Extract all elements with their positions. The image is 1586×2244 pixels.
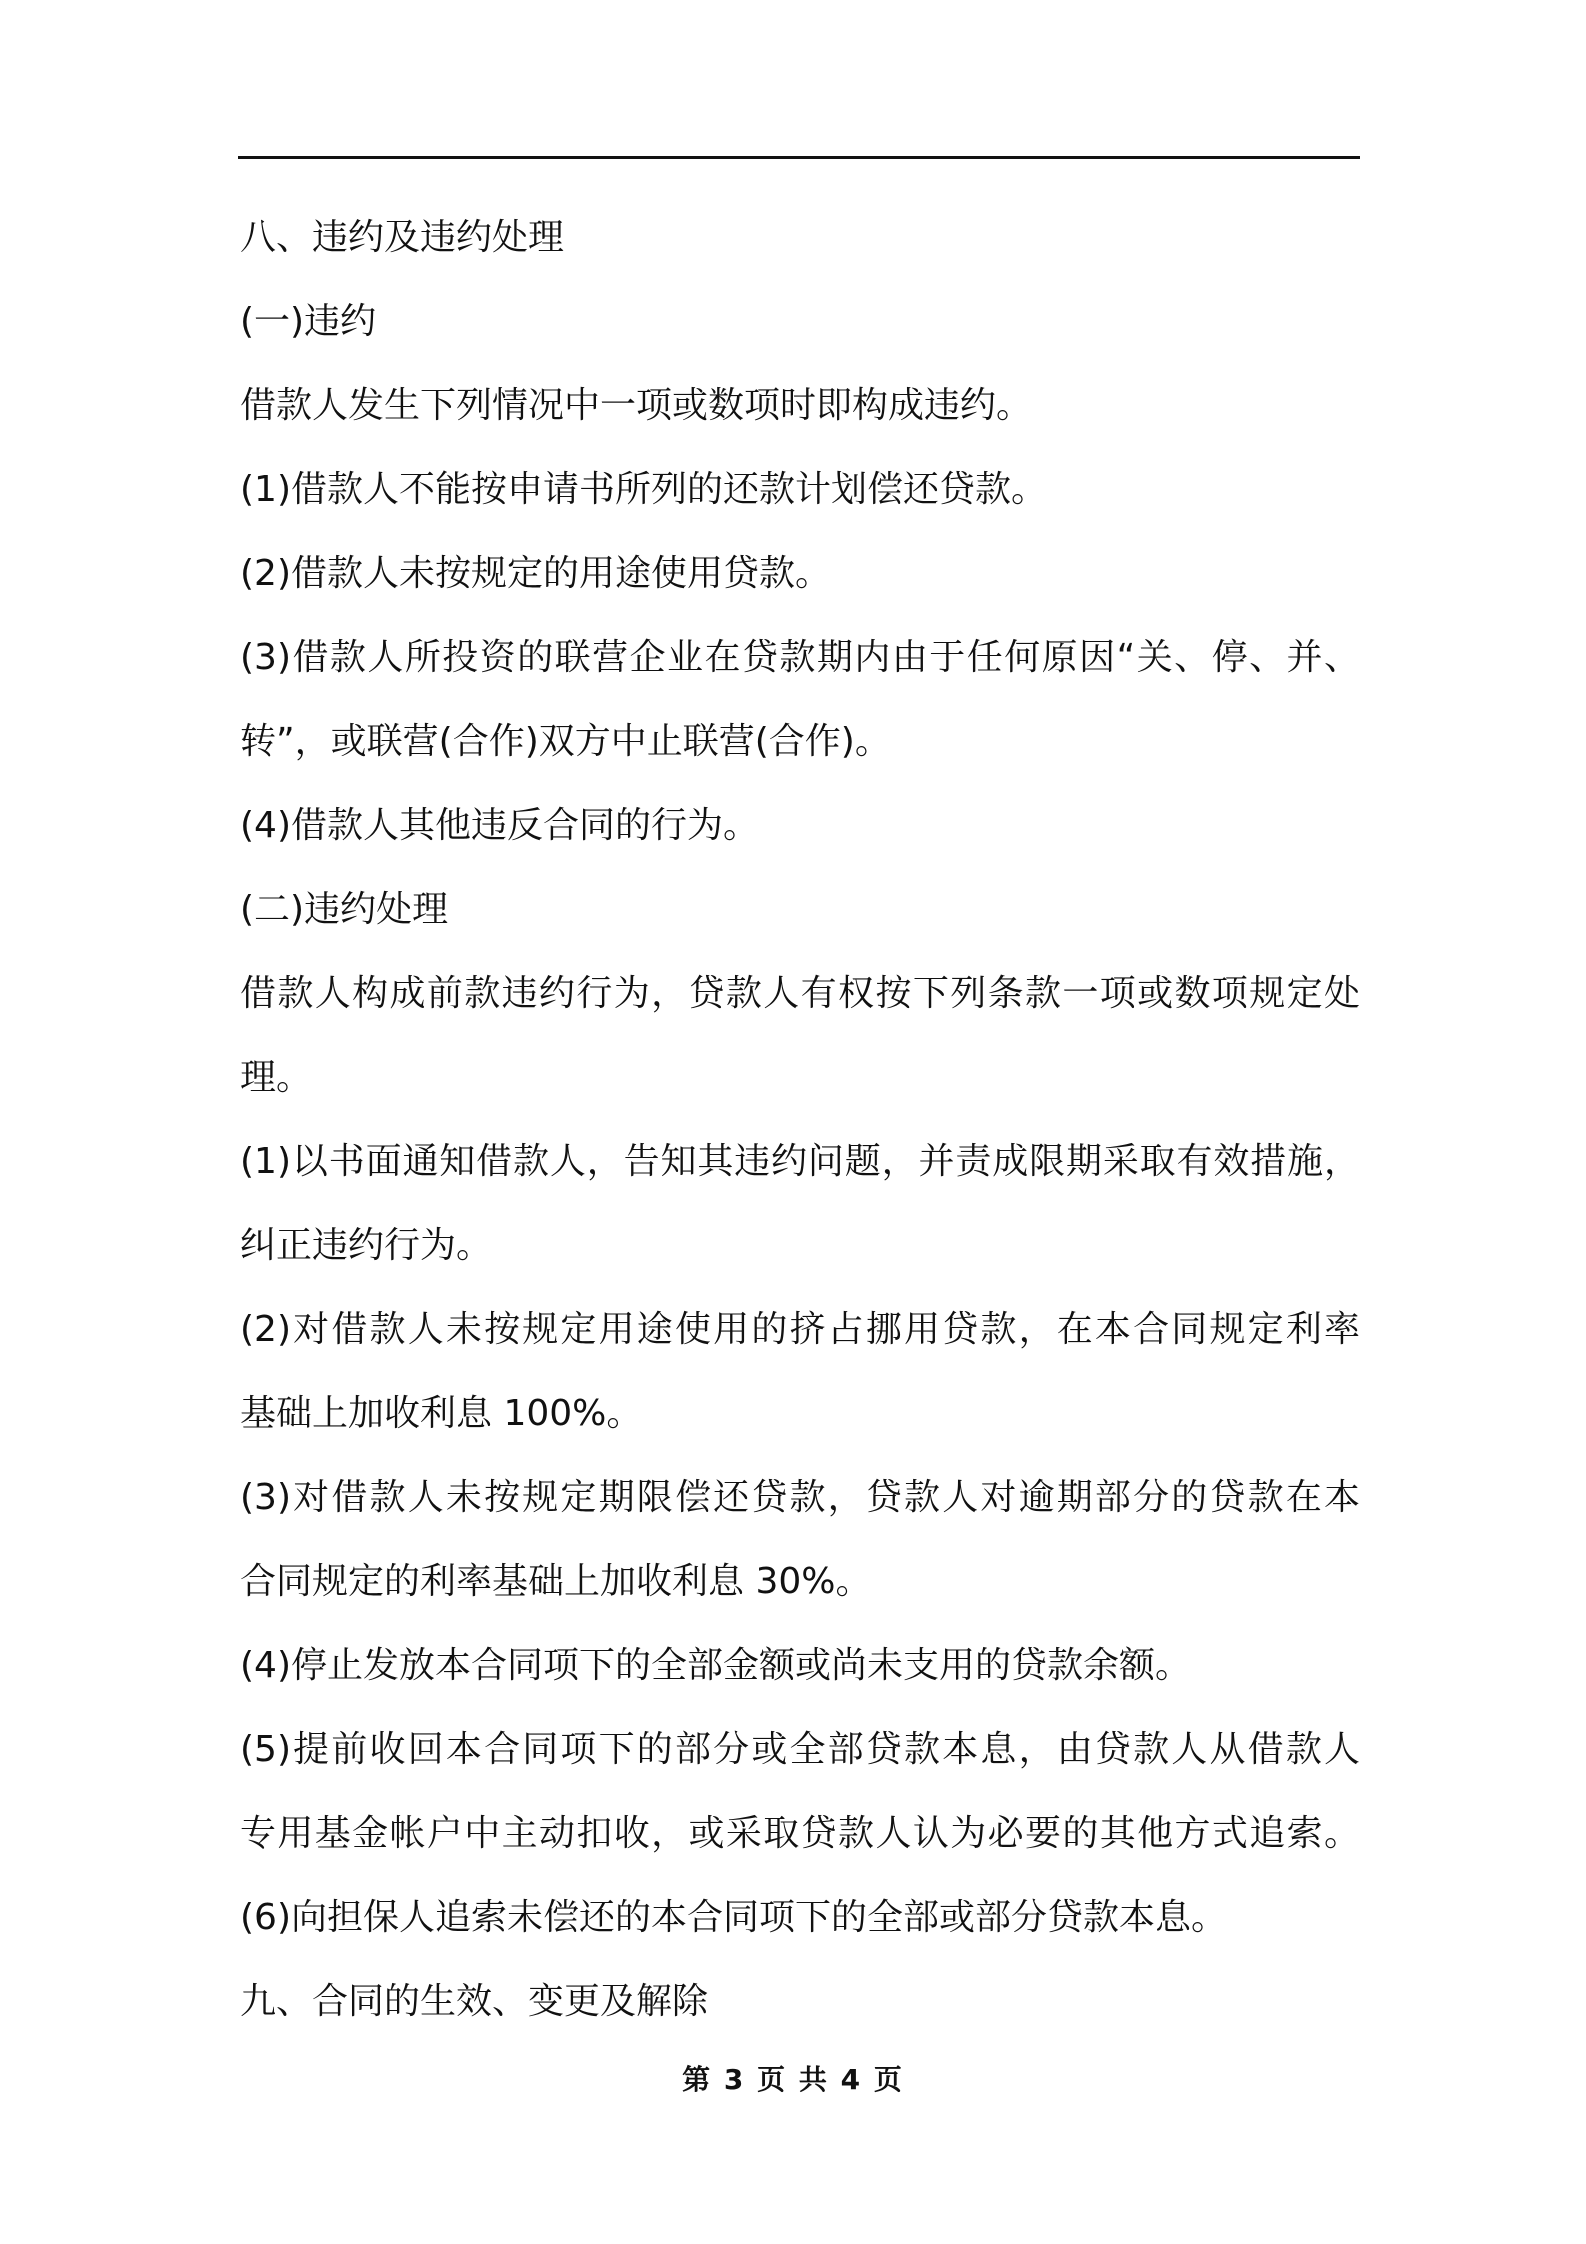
list-item-line: 基础上加收利息 100%。: [240, 1393, 643, 1434]
paragraph-line: 借款人构成前款违约行为，贷款人有权按下列条款一项或数项规定处: [240, 973, 1360, 1014]
header-rule: [238, 156, 1360, 159]
paragraph-line: 借款人发生下列情况中一项或数项时即构成违约。: [240, 385, 1033, 426]
list-item-line: 转”，或联营(合作)双方中止联营(合作)。: [240, 721, 891, 762]
list-item-line: (2)对借款人未按规定用途使用的挤占挪用贷款，在本合同规定利率: [240, 1309, 1360, 1350]
paragraph-line: 理。: [240, 1057, 313, 1098]
list-item-line: (4)借款人其他违反合同的行为。: [240, 805, 759, 846]
section-heading-8: 八、违约及违约处理: [240, 217, 565, 258]
page-number-footer: 第 3 页 共 4 页: [682, 2063, 904, 2096]
subsection-heading-handling: (二)违约处理: [240, 889, 449, 930]
list-item-line: (4)停止发放本合同项下的全部金额或尚未支用的贷款余额。: [240, 1645, 1191, 1686]
list-item-line: (3)借款人所投资的联营企业在贷款期内由于任何原因“关、停、并、: [240, 637, 1360, 678]
list-item-line: (1)以书面通知借款人，告知其违约问题，并责成限期采取有效措施，: [240, 1141, 1360, 1182]
list-item-line: (3)对借款人未按规定期限偿还贷款，贷款人对逾期部分的贷款在本: [240, 1477, 1360, 1518]
section-heading-9: 九、合同的生效、变更及解除: [240, 1981, 709, 2022]
subsection-heading-default: (一)违约: [240, 301, 377, 342]
document-body: [240, 196, 1360, 2044]
list-item-line: (1)借款人不能按申请书所列的还款计划偿还贷款。: [240, 469, 1047, 510]
list-item-line: (5)提前收回本合同项下的部分或全部贷款本息，由贷款人从借款人: [240, 1729, 1360, 1770]
list-item-line: (2)借款人未按规定的用途使用贷款。: [240, 553, 831, 594]
list-item-line: 合同规定的利率基础上加收利息 30%。: [240, 1561, 872, 1602]
list-item-line: 纠正违约行为。: [240, 1225, 493, 1266]
list-item-line: (6)向担保人追索未偿还的本合同项下的全部或部分贷款本息。: [240, 1897, 1227, 1938]
list-item-line: 专用基金帐户中主动扣收，或采取贷款人认为必要的其他方式追索。: [240, 1813, 1360, 1854]
